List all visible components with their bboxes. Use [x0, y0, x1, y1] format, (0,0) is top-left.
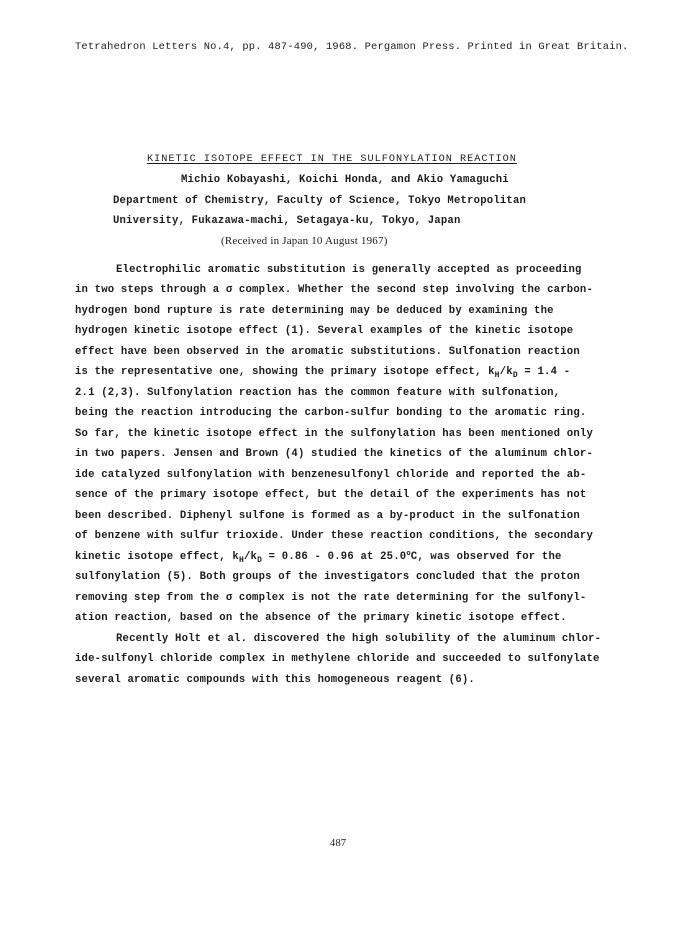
author-list: Michio Kobayashi, Koichi Honda, and Akio Yamaguchi [181, 174, 509, 186]
subscript-h: H [494, 371, 500, 380]
page-number: 487 [330, 838, 347, 849]
body-line: ide catalyzed sulfonylation with benzenesulfonyl chloride and reported the ab- [75, 469, 587, 481]
body-text: = 1.4 - [517, 366, 571, 378]
body-line: sulfonylation (5). Both groups of the investigators concluded that the proton [75, 571, 580, 583]
body-line: 2.1 (2,3). Sulfonylation reaction has the common feature with sulfonation, [75, 387, 561, 399]
body-line: been described. Diphenyl sulfone is formed as a by-product in the sulfonation [75, 510, 580, 522]
affiliation-line-2: University, Fukazawa-machi, Setagaya-ku, Tokyo, Japan [113, 215, 461, 227]
body-text: /k [499, 366, 513, 378]
body-line: being the reaction introducing the carbon-sulfur bonding to the aromatic ring. [75, 407, 587, 419]
body-line: sence of the primary isotope effect, but the detail of the experiments has not [75, 489, 587, 501]
body-line: Electrophilic aromatic substitution is generally accepted as proceeding [116, 264, 582, 276]
degree-superscript: o [406, 550, 411, 558]
affiliation-line-1: Department of Chemistry, Faculty of Science, Tokyo Metropolitan [113, 195, 527, 207]
body-text: = 0.86 - 0.96 at 25.0 [262, 551, 407, 563]
body-line: ation reaction, based on the absence of the primary kinetic isotope effect. [75, 612, 567, 624]
body-line [75, 366, 570, 379]
body-text: C, was observed for the [410, 551, 562, 563]
body-line: removing step from the σ complex is not the rate determining for the sulfonyl- [75, 592, 587, 604]
running-head: Tetrahedron Letters No.4, pp. 487-490, 1968. Pergamon Press. Printed in Great Britain. [75, 41, 629, 53]
subscript-h: H [238, 556, 244, 565]
body-line: in two steps through a σ complex. Whether the second step involving the carbon- [75, 284, 594, 296]
body-line: of benzene with sulfur trioxide. Under these reaction conditions, the secondary [75, 530, 594, 542]
received-date: (Received in Japan 10 August 1967) [221, 235, 388, 247]
body-text: kinetic isotope effect, k [75, 551, 239, 563]
body-line: hydrogen bond rupture is rate determining may be deduced by examining the [75, 305, 554, 317]
body-line: several aromatic compounds with this homogeneous reagent (6). [75, 674, 475, 686]
body-line: effect have been observed in the aromatic substitutions. Sulfonation reaction [75, 346, 580, 358]
body-line: Recently Holt et al. discovered the high solubility of the aluminum chlor- [116, 633, 602, 645]
body-text: is the representative one, showing the primary isotope effect, k [75, 366, 495, 378]
body-line [75, 551, 562, 564]
subscript-d: D [257, 556, 263, 565]
body-line: in two papers. Jensen and Brown (4) studied the kinetics of the aluminum chlor- [75, 448, 594, 460]
subscript-d: D [512, 371, 518, 380]
article-title: KINETIC ISOTOPE EFFECT IN THE SULFONYLATION REACTION [147, 154, 517, 165]
body-line: ide-sulfonyl chloride complex in methylene chloride and succeeded to sulfonylate [75, 653, 600, 665]
body-text: /k [243, 551, 258, 563]
body-line: So far, the kinetic isotope effect in the sulfonylation has been mentioned only [75, 428, 594, 440]
body-line: hydrogen kinetic isotope effect (1). Several examples of the kinetic isotope [75, 325, 574, 337]
